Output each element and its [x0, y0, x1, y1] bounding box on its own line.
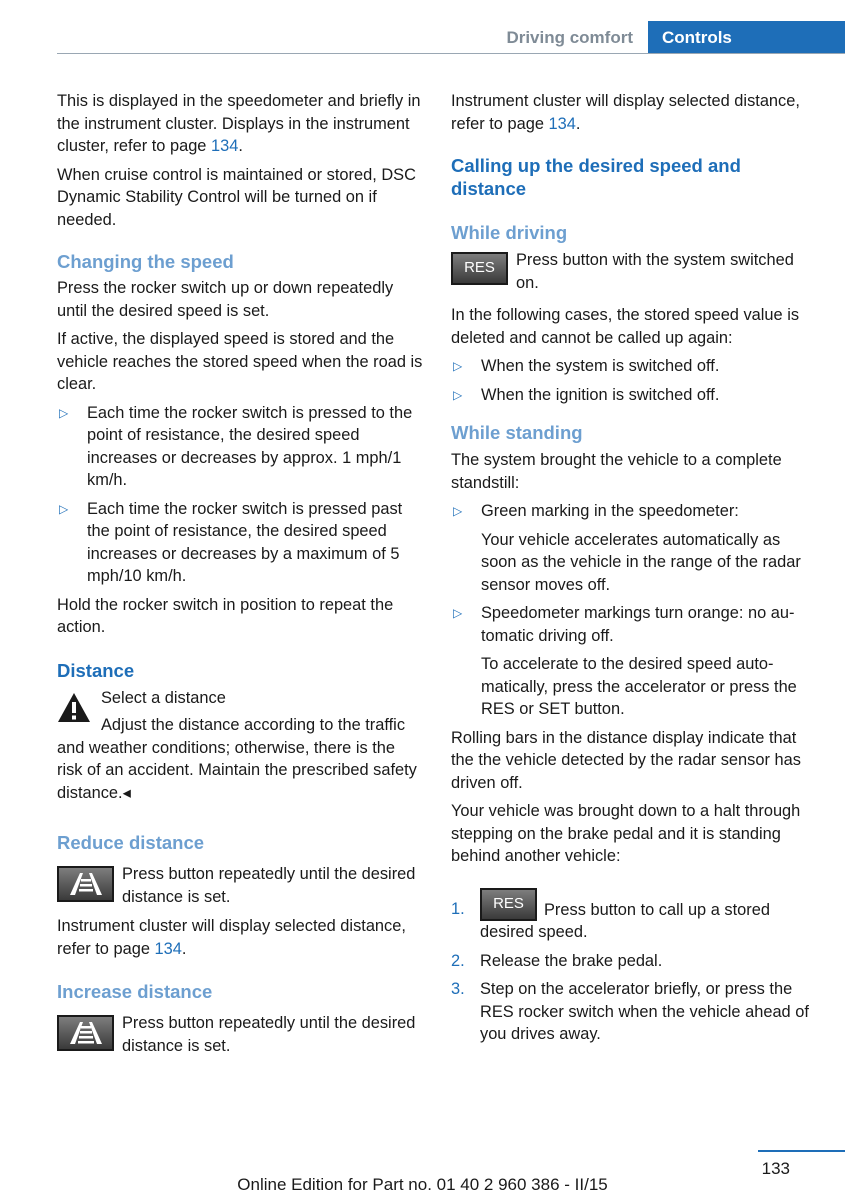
- page-link[interactable]: 134: [154, 939, 182, 958]
- step-number: 1.: [451, 899, 465, 918]
- changing-speed-heading: Changing the speed: [57, 251, 234, 272]
- increase-distance-row: [57, 1012, 423, 1058]
- triangle-bullet-icon: ▷: [59, 405, 69, 420]
- distance-road-icon: [66, 1020, 106, 1046]
- list-item: [57, 498, 423, 588]
- triangle-bullet-icon: ▷: [59, 501, 69, 516]
- list-item: [451, 384, 819, 407]
- header-chapter-tab: Controls: [648, 21, 845, 54]
- triangle-bullet-icon: ▷: [453, 504, 463, 518]
- left-column: [57, 90, 423, 1064]
- while-standing-heading: While standing: [451, 422, 583, 443]
- right-column: [451, 90, 819, 1052]
- reduce-distance-text: Press button repeatedly until the desired distance is set.: [122, 865, 416, 906]
- step-text: Press button to call up a stored desired speed.: [480, 900, 770, 941]
- step-number: 3.: [451, 980, 465, 998]
- intro-paragraph: [57, 90, 423, 158]
- list-item-subtext: To accelerate to the desired speed automatically, press the accelerator or press the RES or SET button.: [481, 655, 797, 718]
- list-item: [451, 888, 819, 944]
- list-item-text: Speedometer markings turn orange: no automatic driving off.: [481, 604, 795, 645]
- footer-edition: Online Edition for Part no. 01 40 2 960 386 - II/15: [237, 1175, 608, 1194]
- list-item-text: When the ignition is switched off.: [481, 385, 720, 404]
- res-button[interactable]: RES: [451, 252, 508, 285]
- warning-text: Adjust the distance according to the traffic and weather conditions; otherwise, there is the risk of an accident. Maintain the prescribed safety distance.◂: [57, 716, 417, 802]
- changing-speed-p3: Hold the rocker switch in position to repeat the action.: [57, 595, 394, 636]
- reduce-distance-heading: Reduce distance: [57, 832, 205, 853]
- triangle-bullet-icon: ▷: [453, 387, 463, 402]
- right-intro-paragraph: [451, 90, 819, 135]
- list-item: [451, 602, 819, 721]
- distance-heading: Distance: [57, 659, 135, 681]
- calling-up-heading: Calling up the desired speed and distance: [451, 155, 741, 199]
- page-link[interactable]: 134: [548, 114, 576, 133]
- triangle-bullet-icon: ▷: [453, 606, 463, 620]
- steps-list: [451, 888, 819, 1046]
- list-item: [451, 355, 819, 378]
- right-intro-period: .: [575, 114, 581, 133]
- warning-triangle-icon: [57, 691, 91, 725]
- increase-distance-text: Press button repeatedly until the desired distance is set.: [122, 1014, 416, 1055]
- page-number: 133: [761, 1159, 790, 1178]
- while-standing-p1: The system brought the vehicle to a complete standstill:: [451, 451, 782, 492]
- while-standing-p3: Your vehicle was brought down to a halt through stepping on the brake pedal and it is standing behind another vehicle:: [451, 802, 801, 865]
- step-text: Release the brake pedal.: [480, 951, 663, 970]
- list-item: [57, 402, 423, 492]
- warning-title: Select a distance: [101, 688, 226, 707]
- right-intro-text: Instrument cluster will display selected distance, refer to page: [451, 92, 800, 133]
- list-item-text: When the system is switched off.: [481, 357, 720, 375]
- list-item-text: Each time the rocker switch is pressed to the point of resistance, the desired speed increases or decreases by approx. 1 mph/1 km/h.: [87, 403, 413, 489]
- changing-speed-p2: If active, the displayed speed is stored and the vehicle reaches the stored speed when the road is clear.: [57, 330, 423, 393]
- list-item: [451, 978, 819, 1046]
- changing-speed-p1: Press the rocker switch up or down repeatedly until the desired speed is set.: [57, 279, 394, 320]
- footer-rule: [758, 1150, 845, 1152]
- increase-distance-heading: Increase distance: [57, 981, 213, 1002]
- res-button-row: [451, 249, 819, 295]
- increase-distance-button[interactable]: [57, 1015, 114, 1051]
- reduce-period: .: [181, 939, 187, 958]
- list-item-subtext: Your vehicle accelerates automatically as soon as the vehicle in the range of the radar sensor moves off.: [481, 530, 801, 594]
- header-rule: [57, 53, 845, 54]
- step-number: 2.: [451, 951, 465, 970]
- list-item-text: Green marking in the speedometer:: [481, 502, 739, 520]
- res-button[interactable]: RES: [480, 888, 537, 921]
- while-driving-p1: In the following cases, the stored speed value is deleted and cannot be called up again:: [451, 306, 800, 347]
- triangle-bullet-icon: ▷: [453, 359, 463, 373]
- reduce-distance-button[interactable]: [57, 866, 114, 902]
- list-item: [451, 950, 819, 973]
- list-item-text: Each time the rocker switch is pressed past the point of resistance, the desired speed increases or decreases by a maximum of 5 mph/10 km/h.: [87, 499, 403, 585]
- res-button-text: Press button with the system switched on.: [516, 251, 794, 292]
- while-standing-p2: Rolling bars in the distance display indicate that the the vehicle detected by the radar sensor has driven off.: [451, 728, 801, 792]
- while-driving-list: [451, 355, 819, 406]
- reduce-distance-row: [57, 863, 423, 909]
- changing-speed-list: [57, 402, 423, 588]
- page-link[interactable]: 134: [210, 137, 239, 155]
- intro-text: This is displayed in the speedometer and briefly in the instrument cluster. Displays in the instrument cluster, refer to page: [57, 92, 421, 155]
- list-item: [451, 500, 819, 596]
- warning-block: [57, 687, 423, 805]
- header-section-title: Driving comfort: [506, 28, 633, 47]
- reduce-text: Instrument cluster will display selected distance, refer to page: [57, 917, 406, 958]
- step-text: Step on the accelerator briefly, or press the RES rocker switch when the vehicle ahead of you drives away.: [480, 980, 809, 1043]
- intro-period: .: [238, 137, 243, 155]
- dsc-paragraph: When cruise control is maintained or stored, DSC Dynamic Stability Control will be turned on if needed.: [57, 165, 416, 229]
- distance-road-icon: [66, 871, 106, 897]
- while-driving-heading: While driving: [451, 222, 568, 243]
- while-standing-list: [451, 500, 819, 721]
- reduce-distance-paragraph: [57, 915, 423, 960]
